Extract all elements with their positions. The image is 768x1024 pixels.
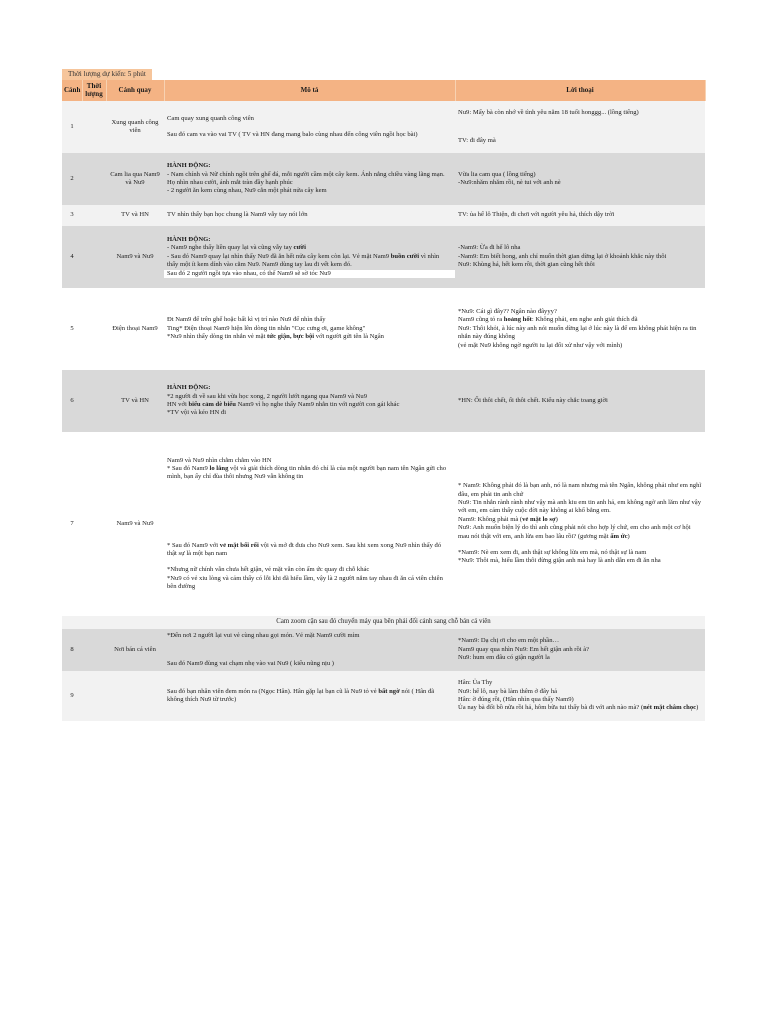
description-cell xyxy=(164,226,455,288)
dialogue-cell xyxy=(455,226,705,288)
dialogue-line: Nam9 quay qua nhìn Nu9: Em hết giận anh rồi à? xyxy=(458,645,590,653)
dialogue-line: -Nu9:nhăm nhăm rồi, nè tui với anh nè xyxy=(458,179,561,186)
camera-cell: Nam9 và Nu9 xyxy=(106,226,164,288)
description-cell xyxy=(164,370,455,432)
duration-cell xyxy=(82,432,106,616)
header-duration: Thời lượng xyxy=(82,80,106,101)
scene-number: 8 xyxy=(62,629,82,671)
script-table xyxy=(62,80,706,721)
description-cell xyxy=(164,153,455,205)
dialogue-line: Nam9 cũng tỏ ra hoảng hốt: Không phải, em nghe anh giải thích đã xyxy=(458,316,638,324)
duration-cell xyxy=(82,288,106,370)
dialogue-cell xyxy=(455,370,705,432)
desc-line: *Đến nơi 2 người lại vui vẻ cùng nhau gọi món. Vẻ mặt Nam9 cười mỉm xyxy=(167,631,360,639)
header-dialogue: Lời thoại xyxy=(455,80,705,101)
table-row xyxy=(62,226,705,288)
desc-line: Sau đó Nam9 đùng vai chạm nhẹ vào vai Nu9 ( kiểu nũng nịu ) xyxy=(167,660,335,667)
dialogue-line: Ủa nay bà đổi bồ nữa rồi hả, hôm bữa tui thấy bà đi với anh nào mà? (nét mặt châm chọc) xyxy=(458,704,699,712)
desc-line: HN với biểu cảm dè biểu Nam9 vì họ nghe thấy Nam9 nhắn tin với người con gái khác xyxy=(167,401,400,408)
description-cell xyxy=(164,205,455,226)
dialogue-cell xyxy=(455,629,705,671)
desc-line: Cam quay xung quanh công viên xyxy=(167,114,254,122)
camera-cell xyxy=(106,671,164,721)
dialogue-line: Hân: ờ đúng rồi, (Hân nhìn qua thấy Nam9) xyxy=(458,696,574,703)
description-cell xyxy=(164,101,455,153)
desc-line: * Sau đó Nam9 với vẻ mặt bối rối vội và mở đt đưa cho Nu9 xem. Sau khi xem xong Nu9 nhìn thấy đó thật sự là một bạn nam xyxy=(167,541,442,557)
description-cell xyxy=(164,432,455,616)
dialogue-line: Nu9: Mấy bà còn nhớ về tình yêu năm 18 tuổi honggg... (lồng tiếng) xyxy=(458,108,639,116)
dialogue-line: (vẻ mặt Nu9 không ngờ người iu lại đối xử như vậy với mình) xyxy=(458,341,623,349)
table-row xyxy=(62,288,705,370)
action-heading: HÀNH ĐỘNG: xyxy=(167,162,211,170)
scene-transition-note: Cam zoom cận sau đó chuyển máy qua bên phải đối cảnh sang chỗ bán cá viên xyxy=(62,616,705,629)
dialogue-line: Nu9: Khùng há, hết kem rồi, thời gian cũng hết thôi xyxy=(458,261,595,269)
dialogue-line: Nu9: hum em đâu có giận người la xyxy=(458,654,550,662)
desc-line: - Sau đó Nam9 quay lại nhìn thấy Nu9 đã ăn hết nửa cây kem còn lại. Vẻ mặt Nam9 buồn cười vì nhìn thấy một ít kem dính vào cằm Nu9. Nam9 dùng tay lau đi vết kem đó. xyxy=(167,252,440,269)
scene-number: 2 xyxy=(62,153,82,205)
duration-cell xyxy=(82,671,106,721)
table-row xyxy=(62,629,705,671)
duration-cell xyxy=(82,101,106,153)
camera-cell: TV và HN xyxy=(106,370,164,432)
desc-line: - Nam9 nghe thấy liền quay lại và cũng vẫy tay cười xyxy=(167,244,306,252)
table-row xyxy=(62,205,705,226)
dialogue-line: Nu9: Anh muốn biện lý do thì anh cũng phải nói cho hợp lý chứ, em cho anh một cơ hội mau nói thật với em, anh lừa em bao lâu rồi? (gương mặt ấm ức) xyxy=(458,524,691,540)
description-cell xyxy=(164,671,455,721)
description-cell xyxy=(164,629,455,671)
desc-line: Sau đó 2 người ngồi tựa vào nhau, có thể Nam9 sẽ sờ tóc Nu9 xyxy=(164,270,455,278)
desc-line: *Nu9 có vẻ xiu lòng và cảm thấy có lỗi khi đã hiểu lầm, vậy là 2 người nắm tay nhau đi ăn cá viên chiên bên đường xyxy=(167,574,443,591)
dialogue-line: *Nam9: Nè em xem đi, anh thật sự không lừa em mà, nó thật sự là nam xyxy=(458,548,647,556)
desc-line: Nam9 và Nu9 nhìn chằm chằm vào HN xyxy=(167,456,272,464)
dialogue-cell xyxy=(455,288,705,370)
duration-label: Thời lượng dự kiến: 5 phút xyxy=(62,69,152,80)
header-camera: Cảnh quay xyxy=(106,80,164,101)
dialogue-cell xyxy=(455,153,705,205)
scene-number: 7 xyxy=(62,432,82,616)
desc-line: Sau đó cam va vào vai TV ( TV và HN đang mang balo cùng nhau đến công viên ngồi học bài) xyxy=(167,131,418,138)
duration-cell xyxy=(82,629,106,671)
dialogue-line: *Nu9: Cái gì đây?? Ngân nào đâyyy? xyxy=(458,308,557,316)
action-heading: HÀNH ĐỘNG: xyxy=(167,236,211,244)
dialogue-line: *Nu9: Thôi mà, hiểu lầm thôi đừng giận anh mà hay là anh dẫn em đi ăn nha xyxy=(458,557,661,565)
desc-line: *TV vội và kéo HN đi xyxy=(167,409,227,417)
scene-number: 3 xyxy=(62,205,82,226)
dialogue-line: *Nam9: Dạ chị ơi cho em một phần… xyxy=(458,637,560,645)
dialogue-line: Hân: Ủa Thy xyxy=(458,679,493,687)
dialogue-line: TV: ủa hế lô Thiện, đi chơi với người yêu hả, thích dậy trời xyxy=(458,211,615,219)
table-header-row xyxy=(62,80,705,101)
desc-line: *2 người đi về sau khi vừa học xong, 2 người lướt ngang qua Nam9 và Nu9 xyxy=(167,392,368,400)
description-cell xyxy=(164,288,455,370)
desc-line: Đt Nam9 để trên ghế hoặc bất kì vị trí nào Nu9 để nhìn thấy xyxy=(167,316,326,324)
dialogue-line: TV: đi đây mà xyxy=(458,137,496,144)
desc-line: - Nam chính và Nữ chính ngồi trên ghế đá, mỗi người cầm một cây kem. Ánh nắng chiều vàng lãng mạn. Họ nhìn nhau cười, ánh mắt tràn đầy hạnh phúc xyxy=(167,170,445,186)
dialogue-cell xyxy=(455,205,705,226)
header-scene: Cảnh xyxy=(62,80,82,101)
dialogue-line: Nu9: hế lô, nay bà làm thêm ở đây hả xyxy=(458,687,558,695)
scene-number: 1 xyxy=(62,101,82,153)
desc-line: TV nhìn thấy bạn học chung là Nam9 vẫy tay nói lớn xyxy=(167,211,308,219)
table-row xyxy=(62,370,705,432)
action-heading: HÀNH ĐỘNG: xyxy=(167,384,211,392)
dialogue-line: Vừa lia cam qua ( lồng tiếng) xyxy=(458,170,536,178)
desc-line: - 2 người ăn kem cùng nhau, Nu9 cắn một phát nửa cây kem xyxy=(167,187,327,195)
scene-number: 6 xyxy=(62,370,82,432)
dialogue-line: -Nam9: Ừa đi hế lô nha xyxy=(458,244,521,252)
duration-cell xyxy=(82,153,106,205)
duration-cell xyxy=(82,226,106,288)
scene-number: 9 xyxy=(62,671,82,721)
camera-cell: Nơi bán cá viên xyxy=(106,629,164,671)
table-row xyxy=(62,671,705,721)
dialogue-line: Nu9: Thôi khỏi, à lúc này anh nói muốn dừng lại ở lúc này là để em không phát hiện ra tin nhắn này đúng không xyxy=(458,324,697,341)
table-row xyxy=(62,153,705,205)
duration-cell xyxy=(82,370,106,432)
camera-cell: TV và HN xyxy=(106,205,164,226)
dialogue-line: * Nam9: Không phải đó là bạn anh, nó là nam nhưng mà tên Ngân, không phải như em nghĩ đâu, em phải tin anh chứ xyxy=(458,482,702,498)
table-row xyxy=(62,432,705,616)
desc-line: Ting* Điện thoại Nam9 hiện lên dòng tin nhắn "Cục cưng ơi, game không" xyxy=(167,324,366,332)
camera-cell: Cam lia qua Nam9 và Nu9 xyxy=(106,153,164,205)
dialogue-cell xyxy=(455,101,705,153)
desc-line: *Nu9 nhìn thấy dòng tin nhắn vẻ mặt tức giận, bực bội với người gửi tên là Ngân xyxy=(167,333,384,341)
duration-cell xyxy=(82,205,106,226)
header-description: Mô tả xyxy=(164,80,455,101)
camera-cell: Xung quanh công viên xyxy=(106,101,164,153)
table-row xyxy=(62,101,705,153)
dialogue-cell xyxy=(455,432,705,616)
scene-number: 5 xyxy=(62,288,82,370)
desc-line: Sau đó bạn nhân viên đem món ra (Ngọc Hân). Hân gặp lại bạn cũ là Nu9 tỏ vẻ bất ngờ nói ( Hân đã không thích Nu9 từ trước) xyxy=(167,687,435,703)
scene-transition-row xyxy=(62,616,705,629)
desc-line: *Nhưng nữ chính vẫn chưa hết giận, vẻ mặt vẫn còn ấm ức quay đi chỗ khác xyxy=(167,566,370,574)
camera-cell: Nam9 và Nu9 xyxy=(106,432,164,616)
desc-line: * Sau đó Nam9 lo lắng vội và giải thích dòng tin nhắn đó chỉ là của một người bạn nam tên Ngân gửi cho mình, bạn ấy chỉ đùa thôi nhưng Nu9 vẫn không tin xyxy=(167,464,447,481)
dialogue-line: -Nam9: Em biết hong, anh chỉ muốn thời gian dừng lại ở khoảnh khắc này thôi xyxy=(458,252,667,260)
dialogue-line: Nam9: Không phải mà (vẻ mặt lo sợ) xyxy=(458,515,558,523)
dialogue-cell xyxy=(455,671,705,721)
dialogue-line: *HN: Ối thôi chết, ối thôi chết. Kiểu này chắc toang giời xyxy=(458,396,608,404)
camera-cell: Điện thoại Nam9 xyxy=(106,288,164,370)
dialogue-line: Nu9: Tin nhắn rành rành như vậy mà anh kiu em tin anh hả, em không ngờ anh lăm như vậy với em, em cảm thấy cuộc đời này không ai khổ bằng em. xyxy=(458,499,702,515)
scene-number: 4 xyxy=(62,226,82,288)
